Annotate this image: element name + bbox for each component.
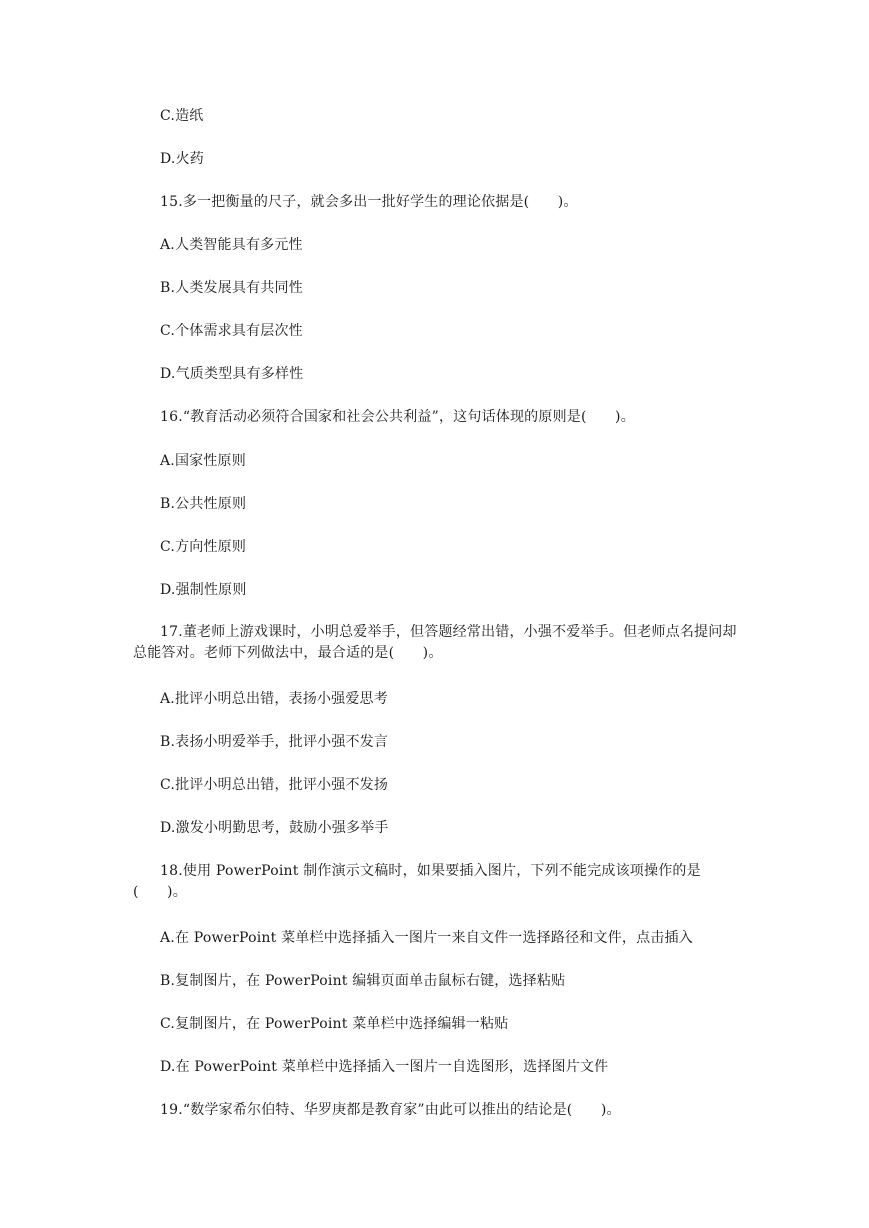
q17-option-c: C.批评小明总出错，批评小强不发扬 xyxy=(160,777,389,793)
question-19: 19.“数学家希尔伯特、华罗庚都是教育家”由此可以推出的结论是( )。 xyxy=(160,1102,621,1118)
q14-option-d: D.火药 xyxy=(160,151,204,167)
q16-option-b: B.公共性原则 xyxy=(160,496,247,512)
q18-option-d: D.在 PowerPoint 菜单栏中选择插入一图片一自选图形，选择图片文件 xyxy=(160,1059,609,1075)
q15-option-a: A.人类智能具有多元性 xyxy=(160,237,303,253)
q15-option-c: C.个体需求具有层次性 xyxy=(160,323,303,339)
q17-option-a: A.批评小明总出错，表扬小强爱思考 xyxy=(160,691,388,707)
q18-option-a: A.在 PowerPoint 菜单栏中选择插入一图片一来自文件一选择路径和文件，点击插入 xyxy=(160,930,693,946)
question-17: 17.董老师上游戏课时，小明总爱举手，但答题经常出错，小强不爱举手。但老师点名提问却总能答对。老师下列做法中，最合适的是( )。 xyxy=(133,624,737,661)
q18-option-c: C.复制图片，在 PowerPoint 菜单栏中选择编辑一粘贴 xyxy=(160,1016,509,1032)
q15-option-b: B.人类发展具有共同性 xyxy=(160,280,303,296)
q16-option-a: A.国家性原则 xyxy=(160,453,246,469)
q16-option-d: D.强制性原则 xyxy=(160,582,247,598)
q18-option-b: B.复制图片，在 PowerPoint 编辑页面单击鼠标右键，选择粘贴 xyxy=(160,973,566,989)
question-18: 18.使用 PowerPoint 制作演示文稿时，如果要插入图片，下列不能完成该项操作的是( )。 xyxy=(133,863,701,900)
question-15: 15.多一把衡量的尺子，就会多出一批好学生的理论依据是( )。 xyxy=(160,194,578,210)
q17-option-d: D.激发小明勤思考，鼓励小强多举手 xyxy=(160,820,389,836)
q15-option-d: D.气质类型具有多样性 xyxy=(160,366,304,382)
q16-option-c: C.方向性原则 xyxy=(160,539,247,555)
question-16: 16.“教育活动必须符合国家和社会公共利益”，这句话体现的原则是( )。 xyxy=(160,409,635,425)
q17-option-b: B.表扬小明爱举手，批评小强不发言 xyxy=(160,734,389,750)
q14-option-c: C.造纸 xyxy=(160,108,204,124)
